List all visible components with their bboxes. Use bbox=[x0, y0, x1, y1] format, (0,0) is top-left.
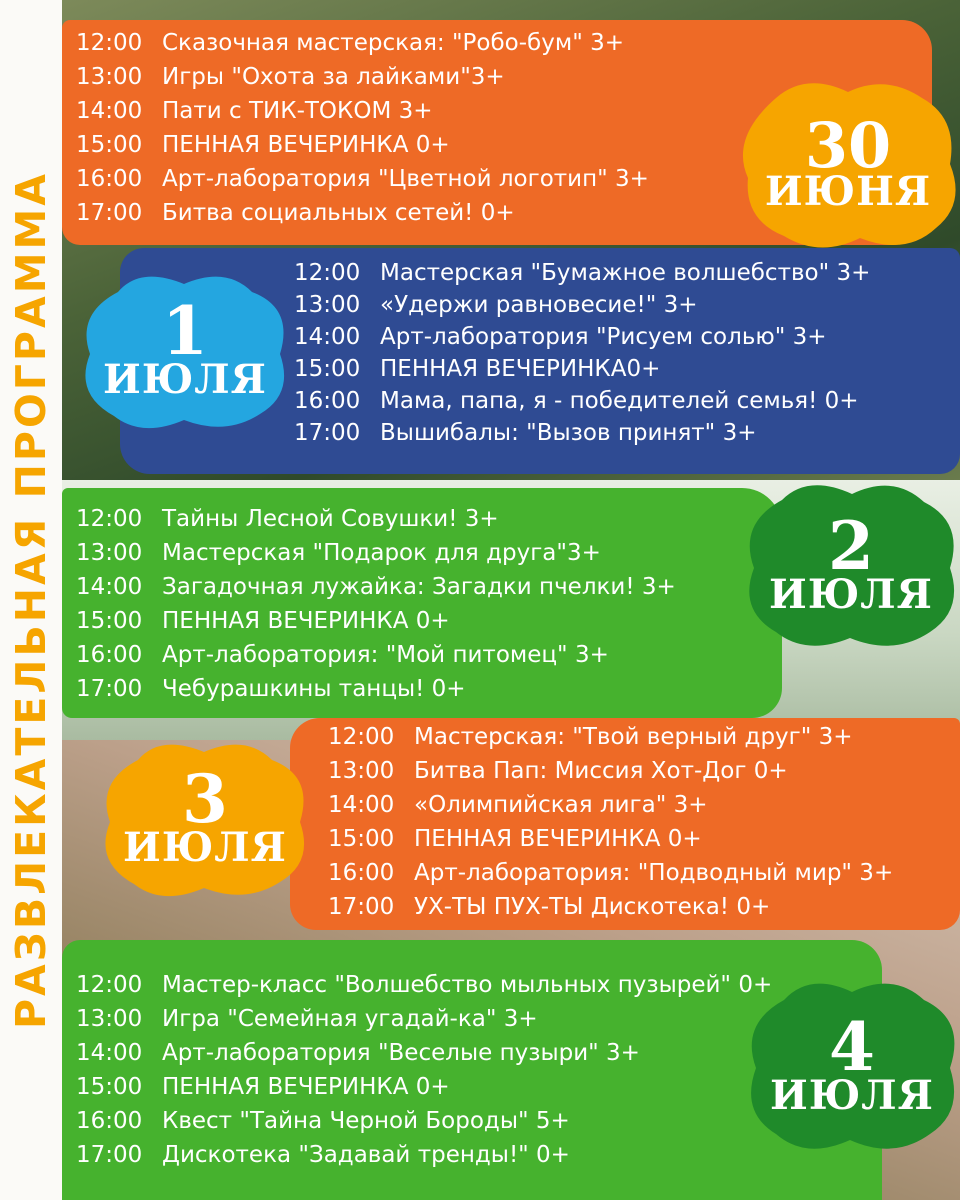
event-time: 16:00 bbox=[76, 1108, 143, 1134]
list-item bbox=[294, 324, 870, 356]
list-item bbox=[76, 1040, 772, 1074]
event-time: 15:00 bbox=[76, 132, 143, 158]
date-badge-day: 3 bbox=[182, 760, 228, 839]
schedule-july-3 bbox=[328, 724, 893, 928]
event-title: Сказочная мастерская: "Робо-бум" 3+ bbox=[162, 30, 624, 56]
list-item bbox=[76, 64, 649, 98]
event-time: 14:00 bbox=[76, 1040, 143, 1066]
event-title: Дискотека "Задавай тренды!" 0+ bbox=[162, 1142, 570, 1168]
event-title: Мастерская "Подарок для друга"3+ bbox=[162, 540, 601, 566]
event-time: 12:00 bbox=[76, 972, 143, 998]
event-title: Арт-лаборатория "Цветной логотип" 3+ bbox=[162, 166, 649, 192]
schedule-july-2 bbox=[76, 506, 676, 710]
list-item bbox=[328, 792, 893, 826]
list-item bbox=[76, 608, 676, 642]
list-item bbox=[328, 758, 893, 792]
event-title: Арт-лаборатория: "Мой питомец" 3+ bbox=[162, 642, 609, 668]
list-item bbox=[328, 894, 893, 928]
date-badge-month: ИЮЛЯ bbox=[103, 355, 267, 403]
list-item bbox=[76, 972, 772, 1006]
event-title: ПЕННАЯ ВЕЧЕРИНКА 0+ bbox=[162, 132, 450, 158]
list-item bbox=[294, 420, 870, 452]
event-title: УХ-ТЫ ПУХ-ТЫ Дискотека! 0+ bbox=[414, 894, 771, 920]
event-time: 17:00 bbox=[76, 1142, 143, 1168]
event-title: «Олимпийская лига" 3+ bbox=[414, 792, 708, 818]
event-time: 12:00 bbox=[294, 260, 361, 286]
event-time: 15:00 bbox=[294, 356, 361, 382]
event-title: Мама, папа, я - победителей семья! 0+ bbox=[380, 388, 859, 414]
event-time: 16:00 bbox=[328, 860, 395, 886]
date-badge-july-2 bbox=[742, 480, 960, 650]
list-item bbox=[76, 98, 649, 132]
event-title: Мастерская "Бумажное волшебство" 3+ bbox=[380, 260, 871, 286]
event-title: «Удержи равновесие!" 3+ bbox=[380, 292, 698, 318]
event-title: ПЕННАЯ ВЕЧЕРИНКА 0+ bbox=[414, 826, 702, 852]
event-time: 16:00 bbox=[294, 388, 361, 414]
list-item bbox=[76, 132, 649, 166]
schedule-june-30 bbox=[76, 30, 649, 234]
event-time: 13:00 bbox=[328, 758, 395, 784]
list-item bbox=[76, 506, 676, 540]
event-time: 17:00 bbox=[328, 894, 395, 920]
list-item bbox=[76, 30, 649, 64]
date-badge-july-1 bbox=[80, 270, 290, 430]
event-title: Пати с ТИК-ТОКОМ 3+ bbox=[162, 98, 433, 124]
list-item bbox=[76, 676, 676, 710]
side-title-text: РАЗВЛЕКАТЕЛЬНАЯ ПРОГРАММА bbox=[7, 170, 55, 1030]
event-title: ПЕННАЯ ВЕЧЕРИНКА0+ bbox=[380, 356, 661, 382]
event-title: Битва Пап: Миссия Хот-Дог 0+ bbox=[414, 758, 788, 784]
list-item bbox=[294, 356, 870, 388]
date-badge-month: ИЮНЯ bbox=[764, 167, 932, 215]
date-badge-month: ИЮЛЯ bbox=[770, 1071, 934, 1119]
list-item bbox=[76, 200, 649, 234]
list-item bbox=[294, 260, 870, 292]
date-badge-july-4 bbox=[744, 978, 960, 1154]
list-item bbox=[76, 1006, 772, 1040]
date-badge-day: 4 bbox=[829, 1008, 875, 1087]
list-item bbox=[76, 166, 649, 200]
side-title bbox=[6, 40, 56, 1160]
event-time: 13:00 bbox=[294, 292, 361, 318]
event-time: 14:00 bbox=[76, 574, 143, 600]
list-item bbox=[328, 826, 893, 860]
event-time: 13:00 bbox=[76, 540, 143, 566]
list-item bbox=[76, 574, 676, 608]
list-item bbox=[76, 1108, 772, 1142]
date-badge-day: 1 bbox=[162, 292, 208, 371]
date-badge-month: ИЮЛЯ bbox=[769, 570, 933, 618]
date-badge-day: 2 bbox=[828, 507, 874, 586]
event-title: Арт-лаборатория "Веселые пузыри" 3+ bbox=[162, 1040, 640, 1066]
event-title: Мастер-класс "Волшебство мыльных пузырей" 0+ bbox=[162, 972, 773, 998]
date-badge-month: ИЮЛЯ bbox=[123, 823, 287, 871]
event-time: 17:00 bbox=[76, 200, 143, 226]
schedule-july-4 bbox=[76, 972, 772, 1176]
event-time: 13:00 bbox=[76, 1006, 143, 1032]
event-title: ПЕННАЯ ВЕЧЕРИНКА 0+ bbox=[162, 1074, 450, 1100]
event-title: Мастерская: "Твой верный друг" 3+ bbox=[414, 724, 853, 750]
event-time: 14:00 bbox=[76, 98, 143, 124]
event-time: 16:00 bbox=[76, 642, 143, 668]
event-title: Вышибалы: "Вызов принят" 3+ bbox=[380, 420, 757, 446]
list-item bbox=[76, 540, 676, 574]
event-title: Игра "Семейная угадай-ка" 3+ bbox=[162, 1006, 538, 1032]
list-item bbox=[294, 292, 870, 324]
event-title: Квест "Тайна Черной Бороды" 5+ bbox=[162, 1108, 570, 1134]
schedule-july-1 bbox=[294, 260, 870, 452]
date-badge-june-30 bbox=[736, 78, 960, 250]
event-time: 14:00 bbox=[294, 324, 361, 350]
event-title: Тайны Лесной Совушки! 3+ bbox=[162, 506, 499, 532]
event-time: 13:00 bbox=[76, 64, 143, 90]
event-time: 12:00 bbox=[76, 30, 143, 56]
date-badge-day: 30 bbox=[804, 109, 892, 183]
event-title: Арт-лаборатория "Рисуем солью" 3+ bbox=[380, 324, 827, 350]
list-item bbox=[76, 642, 676, 676]
list-item bbox=[328, 724, 893, 758]
event-title: ПЕННАЯ ВЕЧЕРИНКА 0+ bbox=[162, 608, 450, 634]
event-time: 12:00 bbox=[76, 506, 143, 532]
event-time: 15:00 bbox=[76, 608, 143, 634]
event-time: 14:00 bbox=[328, 792, 395, 818]
event-time: 16:00 bbox=[76, 166, 143, 192]
event-title: Игры "Охота за лайками"3+ bbox=[162, 64, 505, 90]
list-item bbox=[328, 860, 893, 894]
list-item bbox=[294, 388, 870, 420]
event-title: Загадочная лужайка: Загадки пчелки! 3+ bbox=[162, 574, 676, 600]
list-item bbox=[76, 1074, 772, 1108]
event-time: 15:00 bbox=[76, 1074, 143, 1100]
event-time: 12:00 bbox=[328, 724, 395, 750]
event-time: 15:00 bbox=[328, 826, 395, 852]
event-time: 17:00 bbox=[76, 676, 143, 702]
event-title: Битва социальных сетей! 0+ bbox=[162, 200, 515, 226]
event-title: Чебурашкины танцы! 0+ bbox=[162, 676, 466, 702]
event-time: 17:00 bbox=[294, 420, 361, 446]
date-badge-july-3 bbox=[100, 738, 310, 898]
list-item bbox=[76, 1142, 772, 1176]
event-title: Арт-лаборатория: "Подводный мир" 3+ bbox=[414, 860, 894, 886]
